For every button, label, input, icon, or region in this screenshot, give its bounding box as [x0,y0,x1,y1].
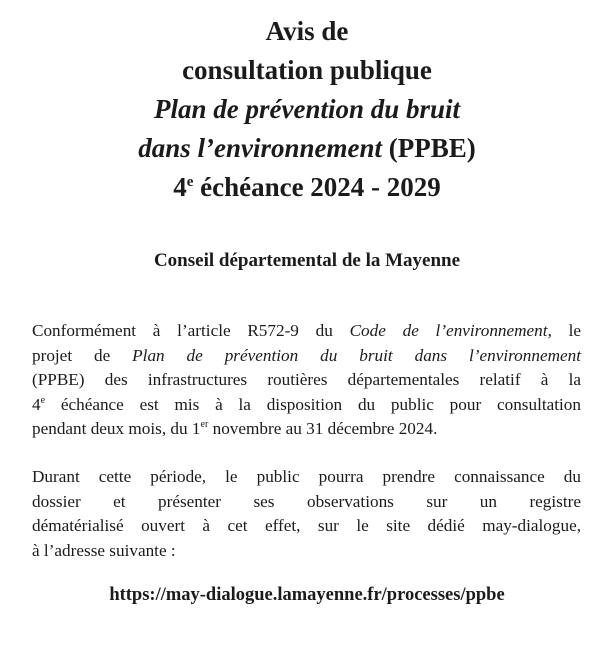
title-line-3: Plan de prévention du bruit [153,94,461,124]
paragraph1-line-4-number: 4 [32,394,41,414]
paragraph1-line-5 [32,417,581,442]
title-line-5 [0,168,614,207]
code-reference: Code de l’environnement [349,321,548,340]
consultation-url[interactable]: https://may-dialogue.lamayenne.fr/processes/ppbe [109,585,505,605]
paragraph2-line-1: Durant cette période, le public pourra prendre connaissance du [32,467,581,486]
paragraph-consultation [32,319,581,442]
title-line-4-italic: dans l’environnement [138,133,383,163]
paragraph1-line-2-a: projet de [32,345,133,365]
title-line-5-number: 4 [173,172,187,202]
paragraph1-line-4 [32,393,581,418]
title-line-4-plain: (PPBE) [382,133,476,163]
paragraph1-line-1 [32,319,581,344]
paragraph-registry [32,465,581,563]
paragraph1-line-4-rest: échéance est mis à la disposition du public pour consultation [45,394,581,414]
title-line-5-superscript: e [186,174,194,190]
issuer-heading: Conseil départemental de la Mayenne [153,250,461,271]
title-line-4 [0,129,614,168]
title-line-5-rest: échéance 2024 - 2029 [193,172,441,202]
paragraph2-line-2: dossier et présenter ses observations sur un registre [32,491,581,511]
paragraph1-line-5-a: pendant deux mois, du 1 [32,419,201,438]
paragraph1-line-3: (PPBE) des infrastructures routières départementales relatif à la [32,370,581,389]
notice-title [0,12,614,207]
paragraph1-line-4-superscript: e [40,394,46,406]
paragraph1-line-5-b: novembre au 31 décembre 2024. [208,419,438,438]
paragraph1-line-5-superscript: er [200,419,209,430]
title-line-1: Avis de [265,16,349,46]
paragraph1-line-2 [32,344,581,369]
paragraph1-line-1-b: , le [547,321,582,340]
paragraph1-line-1-a: Conformément à l’article R572-9 du [32,321,350,340]
paragraph2-line-4: à l’adresse suivante : [32,540,176,560]
plan-reference: Plan de prévention du bruit dans l’environnement [132,345,581,365]
paragraph2-line-3: dématérialisé ouvert à cet effet, sur le site dédié may-dialogue, [32,516,581,535]
title-line-2: consultation publique [182,55,432,85]
